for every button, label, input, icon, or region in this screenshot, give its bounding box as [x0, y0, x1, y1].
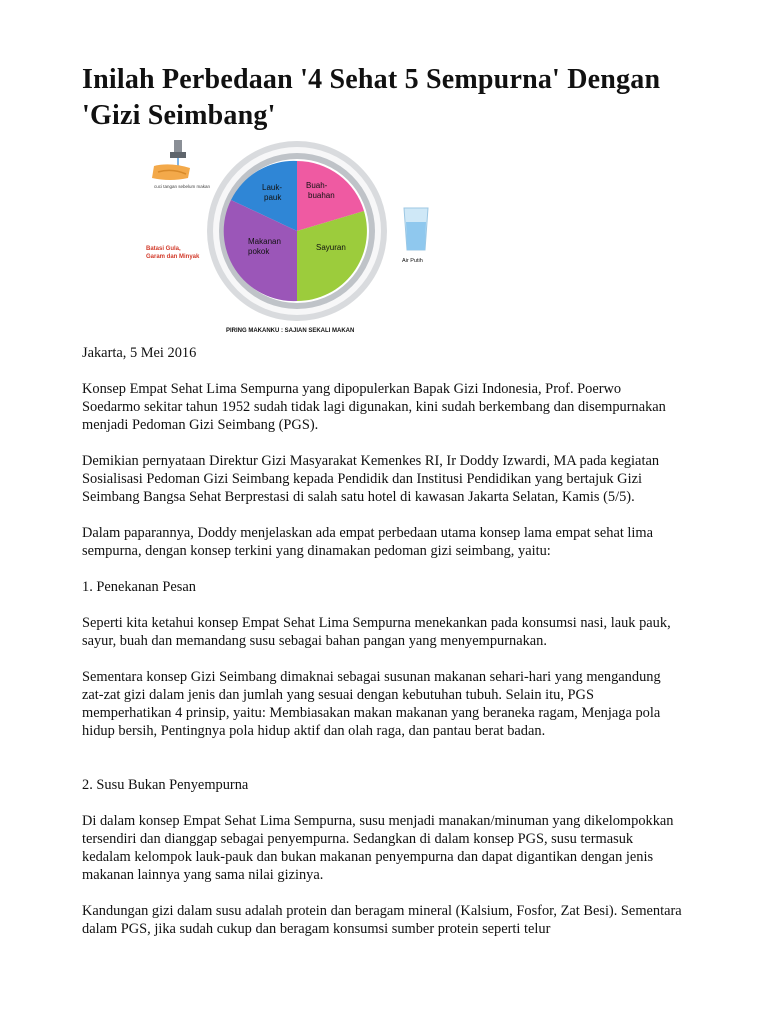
piring-makanku-figure	[140, 138, 440, 338]
paragraph: Di dalam konsep Empat Sehat Lima Sempurna, susu menjadi manakan/minuman yang dikelompokkan tersendiri dan dianggap sebagai penyempurna. Sedangkan di dalam konsep PGS, susu termasuk kedalam kelompok lauk-pauk dan bukan makanan penyempurna dan dapat digantikan dengan jenis makanan lainnya yang sama nilai gizinya.	[82, 813, 674, 883]
plate-icon	[207, 141, 387, 321]
figure-label-air: Air Putih	[402, 258, 423, 264]
figure-label-batasi: Batasi Gula, Garam dan Minyak	[146, 246, 200, 260]
hand-washing-icon	[152, 140, 190, 180]
paragraph: Sementara konsep Gizi Seimbang dimaknai sebagai susunan makanan sehari-hari yang mengandung zat-zat gizi dalam jenis dan jumlah yang sesuai dengan kebutuhan tubuh. Selain itu, PGS memperhatikan 4 prinsip, yaitu: Membiasakan makan makanan yang beraneka ragam, Menjaga pola hidup bersih, Pentingnya pola hidup aktif dan olah raga, dan pantau berat badan.	[82, 669, 661, 739]
slice-label-lauk: Lauk-pauk	[262, 183, 283, 202]
figure-caption: PIRING MAKANKU : SAJIAN SEKALI MAKAN	[226, 328, 355, 334]
section-heading: 1. Penekanan Pesan	[82, 579, 196, 595]
figure-label-cuci: cuci tangan sebelum makan	[154, 184, 211, 189]
article-title: Inilah Perbedaan '4 Sehat 5 Sempurna' Dengan 'Gizi Seimbang'	[82, 64, 661, 131]
dateline: Jakarta, 5 Mei 2016	[82, 345, 197, 361]
paragraph: Demikian pernyataan Direktur Gizi Masyarakat Kemenkes RI, Ir Doddy Izwardi, MA pada kegiatan Sosialisasi Pedoman Gizi Seimbang kepada Pendidik dan Institusi Pendidikan yang bertajuk Gizi Seimbang Bangsa Sehat Berprestasi di salah satu hotel di kawasan Jakarta Selatan, Kamis (5/5).	[82, 453, 660, 505]
paragraph: Kandungan gizi dalam susu adalah protein dan beragam mineral (Kalsium, Fosfor, Zat Besi). Sementara dalam PGS, jika sudah cukup dan beragam konsumsi sumber protein seperti telur	[82, 903, 682, 937]
slice-label-buah: Buah-buahan	[306, 181, 335, 200]
paragraph: Seperti kita ketahui konsep Empat Sehat Lima Sempurna menekankan pada konsumsi nasi, lauk pauk, sayur, buah dan memandang susu sebagai bahan pangan yang menyempurnakan.	[82, 615, 671, 649]
article-body	[82, 344, 682, 938]
water-glass-icon	[404, 208, 428, 250]
section-heading: 2. Susu Bukan Penyempurna	[82, 777, 249, 793]
slice-label-sayuran: Sayuran	[316, 243, 346, 252]
paragraph: Konsep Empat Sehat Lima Sempurna yang dipopulerkan Bapak Gizi Indonesia, Prof. Poerwo Soedarmo sekitar tahun 1952 sudah tidak lagi digunakan, kini sudah berkembang dan disempurnakan menjadi Pedoman Gizi Seimbang (PGS).	[82, 381, 666, 433]
paragraph: Dalam paparannya, Doddy menjelaskan ada empat perbedaan utama konsep lama empat sehat lima sempurna, dengan konsep terkini yang dinamakan pedoman gizi seimbang, yaitu:	[82, 525, 654, 559]
slice-label-makanan: Makanan pokok	[248, 237, 281, 256]
